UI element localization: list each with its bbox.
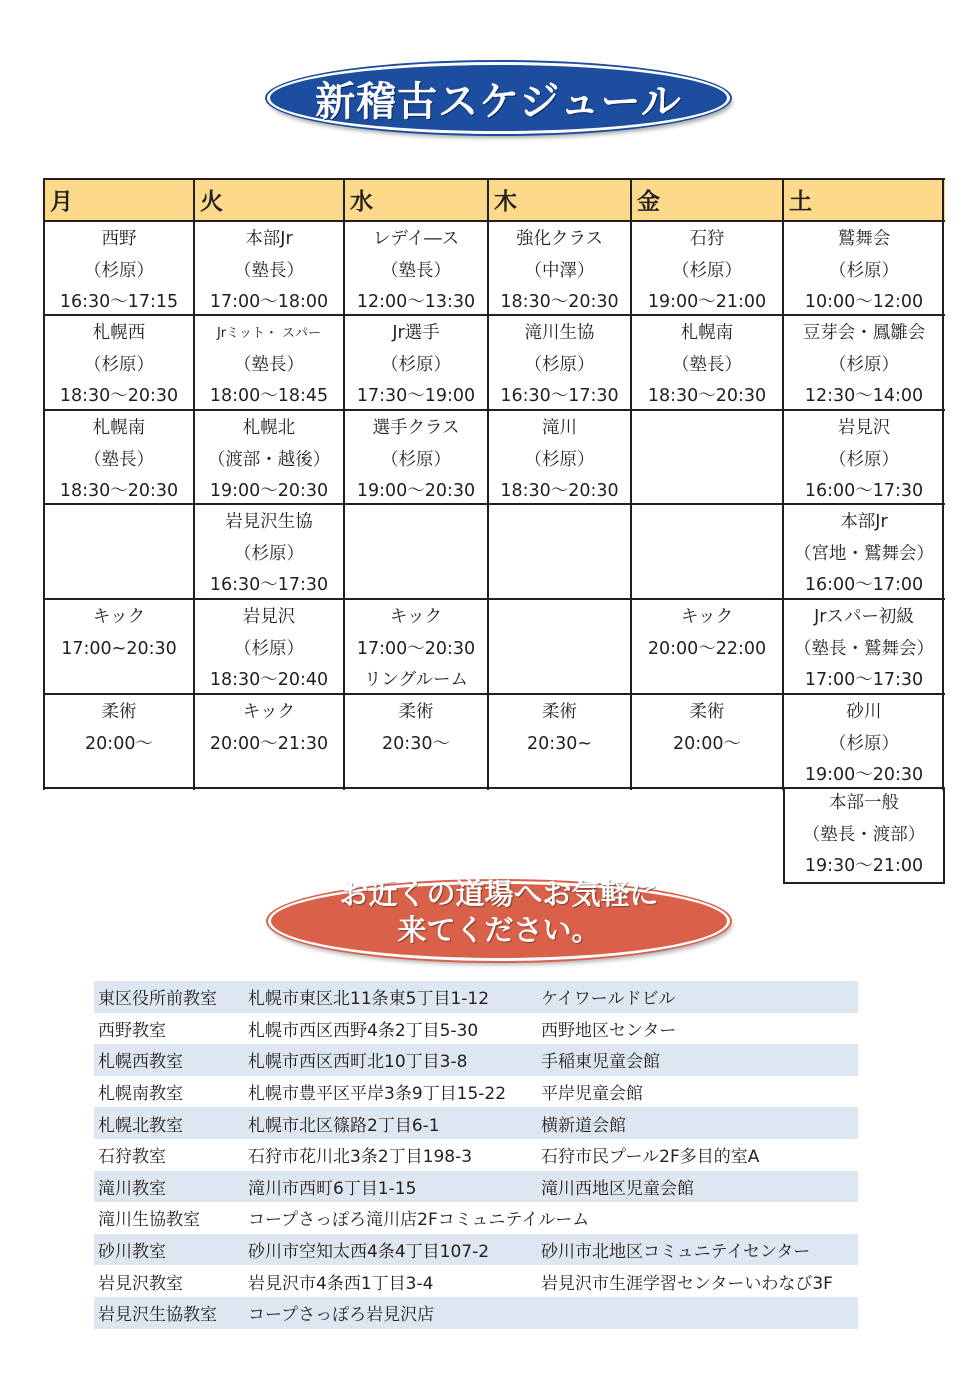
title-banner <box>267 62 730 134</box>
schedule-cell-line: （杉原） <box>84 260 154 281</box>
dojo-name: 札幌南教室 <box>98 1084 183 1105</box>
day-header: 土 <box>783 178 945 221</box>
schedule-cell-line: 16:30～17:15 <box>59 292 179 312</box>
schedule-cell-line: 17:00~20:30 <box>61 638 177 659</box>
schedule-cell <box>194 410 344 504</box>
schedule-cell <box>631 221 783 315</box>
schedule-cell-line: 札幌南 <box>92 418 146 438</box>
schedule-cell-line: 17:30～19:00 <box>356 386 476 406</box>
schedule-cell <box>194 599 344 694</box>
schedule-cell <box>783 599 945 694</box>
dojo-row <box>94 1076 858 1108</box>
schedule-cell-line: 16:00～17:00 <box>804 575 924 595</box>
dojo-name: 札幌西教室 <box>98 1052 183 1073</box>
schedule-cell-line: 17:00～20:30 <box>356 638 476 659</box>
schedule-cell <box>488 599 631 694</box>
schedule-cell-line: （杉原） <box>829 733 899 754</box>
dojo-venue: 砂川市北地区コミュニテイセンター <box>541 1242 811 1263</box>
schedule-cell <box>194 315 344 410</box>
schedule-cell <box>44 315 194 410</box>
schedule-cell <box>44 410 194 504</box>
day-header: 火 <box>194 178 344 221</box>
grid-line <box>43 178 45 790</box>
schedule-cell-line: 18:30～20:30 <box>500 292 619 312</box>
schedule-cell-line: （杉原） <box>234 638 304 659</box>
dojo-address: コープさっぽろ岩見沢店 <box>248 1305 435 1326</box>
schedule-cell <box>344 315 488 410</box>
dojo-row <box>94 1234 858 1266</box>
schedule-cell-line: Jr選手 <box>392 323 440 343</box>
invitation-line: お近くの道場へお気軽に <box>339 877 659 911</box>
dojo-address: 石狩市花川北3条2丁目198-3 <box>248 1147 473 1168</box>
schedule-cell-line: （杉原） <box>829 449 899 470</box>
day-header: 月 <box>44 178 194 221</box>
schedule-cell-line: 17:00～17:30 <box>804 670 924 690</box>
schedule-cell-line: 18:00～18:45 <box>209 386 329 406</box>
schedule-cell-line: 強化クラス <box>516 229 603 249</box>
dojo-name: 岩見沢教室 <box>98 1273 183 1294</box>
schedule-cell <box>783 410 945 504</box>
schedule-cell <box>344 504 488 599</box>
schedule-cell-line: 柔術 <box>398 702 434 722</box>
dojo-venue: 平岸児童会館 <box>541 1084 643 1105</box>
schedule-cell-line: （塾長） <box>672 354 742 375</box>
schedule-cell-line: キック <box>242 702 296 722</box>
schedule-cell-line: キック <box>680 607 734 627</box>
schedule-cell <box>631 694 783 788</box>
grid-line <box>44 693 945 695</box>
dojo-name: 西野教室 <box>98 1020 166 1041</box>
schedule-cell-line: 柔術 <box>689 702 725 722</box>
schedule-cell-line: （塾長） <box>84 449 154 470</box>
schedule-cell <box>631 410 783 504</box>
schedule-cell-line: 19:30～21:00 <box>804 856 924 876</box>
schedule-cell <box>631 315 783 410</box>
dojo-row <box>94 1139 858 1171</box>
grid-line <box>942 178 944 790</box>
schedule-cell <box>344 599 488 694</box>
schedule-cell-line: 札幌北 <box>242 418 296 438</box>
grid-line <box>44 503 945 505</box>
grid-line <box>630 178 632 790</box>
schedule-cell-line: （杉原） <box>234 543 304 564</box>
grid-line <box>782 178 784 790</box>
dojo-venue: 岩見沢市生涯学習センターいわなび3F <box>541 1273 833 1294</box>
dojo-row <box>94 1265 858 1297</box>
dojo-name: 滝川生協教室 <box>98 1210 200 1231</box>
dojo-row <box>94 1044 858 1076</box>
schedule-cell-line: 柔術 <box>101 702 137 722</box>
schedule-cell <box>783 221 945 315</box>
schedule-cell-line: 19:00～20:30 <box>209 481 329 501</box>
schedule-cell-line: 滝川 <box>542 418 577 438</box>
schedule-cell-line: 柔術 <box>542 702 577 722</box>
dojo-name: 滝川教室 <box>98 1178 166 1199</box>
schedule-cell-line: 豆芽会・鳳雛会 <box>802 323 926 343</box>
schedule-cell-line: 19:00～20:30 <box>804 765 924 785</box>
schedule-cell <box>488 694 631 788</box>
schedule-cell-line: 岩見沢 <box>242 607 296 627</box>
grid-line <box>343 178 345 790</box>
schedule-cell-line: （杉原） <box>524 449 595 470</box>
grid-line <box>487 178 489 790</box>
schedule-cell-line: 岩見沢 <box>837 418 891 438</box>
dojo-name: 砂川教室 <box>98 1242 166 1263</box>
schedule-cell <box>783 504 945 599</box>
schedule-cell-line: 砂川 <box>846 702 882 722</box>
schedule-cell <box>194 221 344 315</box>
schedule-cell-line: 本部Jr <box>840 512 888 532</box>
schedule-cell-line: （塾長・渡部） <box>802 824 926 845</box>
grid-line <box>44 178 945 180</box>
grid-line <box>44 314 945 316</box>
dojo-row <box>94 1171 858 1203</box>
schedule-cell-line: Jrスパー初級 <box>814 607 914 627</box>
dojo-row <box>94 1202 858 1234</box>
dojo-address: コープさっぽろ滝川店2Fコミュニテイルーム <box>248 1210 590 1231</box>
schedule-cell-line: 西野 <box>101 229 137 249</box>
schedule-cell-line: 20:30~ <box>526 733 593 754</box>
grid-line <box>193 178 195 790</box>
dojo-venue: ケイワールドビル <box>541 989 676 1010</box>
schedule-cell-line: 17:00～18:00 <box>209 292 329 312</box>
schedule-table <box>44 178 945 790</box>
dojo-row <box>94 981 858 1013</box>
schedule-cell <box>488 410 631 504</box>
schedule-cell-line: 12:00～13:30 <box>356 292 476 312</box>
schedule-cell-line: （杉原） <box>84 354 154 375</box>
dojo-row <box>94 1297 858 1329</box>
dojo-name: 岩見沢生協教室 <box>98 1305 217 1326</box>
dojo-venue: 横新道会館 <box>541 1115 626 1136</box>
schedule-cell <box>783 694 945 788</box>
grid-line <box>44 598 945 600</box>
schedule-cell <box>44 599 194 694</box>
schedule-cell-line: （塾長・鷲舞会） <box>794 638 934 659</box>
schedule-cell-line: レデイ―ス <box>372 229 460 249</box>
schedule-cell-line: （塾長） <box>381 260 451 281</box>
schedule-cell-line: キック <box>389 607 443 627</box>
schedule-cell-line: 札幌南 <box>680 323 734 343</box>
dojo-address: 札幌市西区西町北10丁目3-8 <box>248 1052 468 1073</box>
schedule-cell <box>194 504 344 599</box>
dojo-row <box>94 1107 858 1139</box>
schedule-cell-line: 20:00～22:00 <box>647 638 767 659</box>
schedule-cell <box>344 694 488 788</box>
dojo-venue: 西野地区センター <box>541 1020 677 1041</box>
day-header: 水 <box>344 178 488 221</box>
schedule-cell <box>194 694 344 788</box>
schedule-cell-line: （杉原） <box>829 260 899 281</box>
invitation-text <box>268 876 730 948</box>
dojo-venue: 石狩市民プール2F多目的室A <box>541 1147 760 1168</box>
dojo-name: 石狩教室 <box>98 1147 166 1168</box>
schedule-cell <box>344 221 488 315</box>
schedule-cell-line: 滝川生協 <box>524 323 595 343</box>
schedule-cell-line: 16:30～17:30 <box>209 575 329 595</box>
schedule-cell <box>344 410 488 504</box>
schedule-cell-line: （杉原） <box>381 354 451 375</box>
dojo-venue: 手稲東児童会館 <box>541 1052 660 1073</box>
schedule-cell-line: リングルーム <box>363 670 469 690</box>
schedule-cell-line: 20:30～ <box>382 733 450 754</box>
schedule-cell <box>44 694 194 788</box>
dojo-address: 札幌市東区北11条東5丁目1-12 <box>248 989 490 1010</box>
schedule-cell-line: （杉原） <box>829 354 899 375</box>
schedule-cell-line: 18:30～20:30 <box>500 481 619 501</box>
schedule-cell-line: 18:30～20:30 <box>647 386 767 406</box>
day-header: 金 <box>631 178 783 221</box>
schedule-cell-line: 本部Jr <box>245 229 293 249</box>
schedule-cell-line: （塾長） <box>234 260 304 281</box>
schedule-cell <box>488 221 631 315</box>
dojo-row <box>94 1013 858 1045</box>
schedule-cell-line: 16:00～17:30 <box>804 481 924 501</box>
schedule-cell-line: 本部一般 <box>829 793 899 813</box>
schedule-cell-line: 選手クラス <box>372 418 460 438</box>
schedule-cell-line: 札幌西 <box>92 323 146 343</box>
schedule-cell-line: （杉原） <box>381 449 451 470</box>
schedule-cell-line: 19:00～20:30 <box>356 481 476 501</box>
schedule-cell-line: 20:00～ <box>85 733 153 754</box>
dojo-address: 札幌市北区篠路2丁目6-1 <box>248 1115 440 1136</box>
grid-line <box>44 220 945 222</box>
schedule-cell-line: （宮地・鷲舞会） <box>794 543 934 564</box>
schedule-cell <box>783 315 945 410</box>
schedule-cell-line: 石狩 <box>689 229 725 249</box>
schedule-cell-line: 16:30～17:30 <box>500 386 619 406</box>
dojo-address: 岩見沢市4条西1丁目3-4 <box>248 1273 434 1294</box>
day-header: 木 <box>488 178 631 221</box>
schedule-cell <box>44 504 194 599</box>
dojo-name: 東区役所前教室 <box>98 989 217 1010</box>
invitation-line: 来てください。 <box>397 913 601 947</box>
dojo-address: 札幌市豊平区平岸3条9丁目15-22 <box>248 1084 507 1105</box>
dojo-address: 札幌市西区西野4条2丁目5-30 <box>248 1020 479 1041</box>
schedule-cell <box>488 504 631 599</box>
schedule-cell-line: 20:00～21:30 <box>209 733 329 754</box>
dojo-venue: 滝川西地区児童会館 <box>541 1178 694 1199</box>
schedule-cell-line: 20:00～ <box>673 733 741 754</box>
schedule-cell-line: 10:00～12:00 <box>804 292 924 312</box>
schedule-cell-line: （中澤） <box>524 260 595 281</box>
schedule-cell <box>44 221 194 315</box>
schedule-cell-line: 18:30～20:30 <box>59 481 179 501</box>
dojo-address: 砂川市空知太西4条4丁目107-2 <box>248 1242 490 1263</box>
dojo-address: 滝川市西町6丁目1-15 <box>248 1178 417 1199</box>
schedule-cell-line: 18:30～20:30 <box>59 386 179 406</box>
schedule-cell-line: キック <box>92 607 146 627</box>
schedule-cell-line: 鷲舞会 <box>837 229 891 249</box>
schedule-cell-line: （渡部・越後） <box>207 449 331 470</box>
schedule-cell-line: Jrミット・ スパー <box>216 326 322 341</box>
schedule-cell-line: 18:30～20:40 <box>209 670 329 690</box>
schedule-cell <box>631 504 783 599</box>
schedule-cell-line: （杉原） <box>524 354 595 375</box>
schedule-cell-line: 19:00～21:00 <box>647 292 767 312</box>
schedule-extra-cell <box>783 788 945 884</box>
page-title: 新稽古スケジュール <box>315 78 682 125</box>
schedule-cell-line: 12:30～14:00 <box>804 386 924 406</box>
grid-line <box>44 409 945 411</box>
schedule-cell <box>488 315 631 410</box>
schedule-cell <box>631 599 783 694</box>
schedule-cell-line: （塾長） <box>234 354 304 375</box>
dojo-name: 札幌北教室 <box>98 1115 183 1136</box>
dojo-list <box>94 981 858 1329</box>
schedule-cell-line: （杉原） <box>672 260 742 281</box>
schedule-cell-line: 岩見沢生協 <box>225 512 313 532</box>
